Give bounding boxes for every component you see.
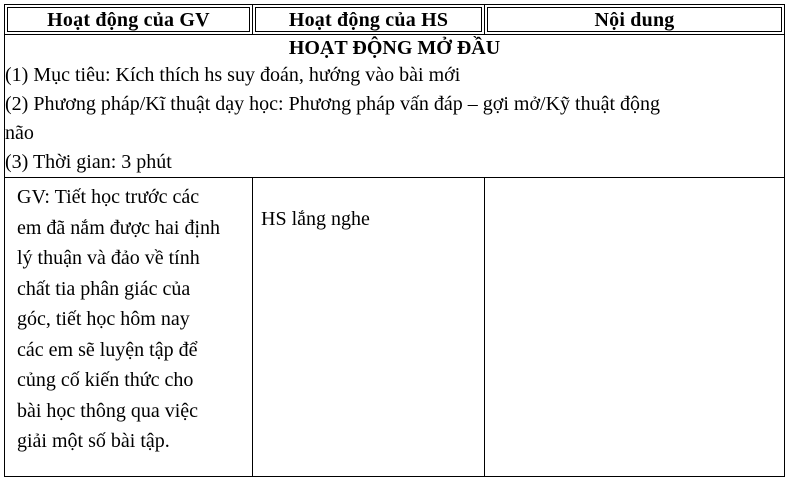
hs-text: HS lắng nghe: [261, 208, 370, 230]
header-teacher-activity: [5, 5, 253, 35]
student-activity-cell: [253, 178, 485, 477]
content-row: [5, 178, 785, 477]
gv-line: GV: Tiết học trước các: [17, 186, 200, 208]
gv-line: giải một số bài tập.: [17, 430, 170, 452]
header-row: [5, 5, 785, 35]
gv-line: góc, tiết học hôm nay: [17, 308, 190, 330]
gv-line: bài học thông qua việc: [17, 399, 199, 422]
header-content: [485, 5, 785, 35]
intro-row: [5, 35, 785, 178]
method-text-line2: não: [5, 122, 34, 144]
intro-cell: [5, 35, 785, 178]
header-student-label: Hoạt động của HS: [255, 7, 482, 32]
header-content-label: Nội dung: [487, 7, 782, 32]
time-text: (3) Thời gian: 3 phút: [5, 151, 172, 173]
gv-line: chất tia phân giác của: [17, 277, 191, 300]
gv-line: các em sẽ luyện tập để: [17, 338, 198, 361]
header-student-activity: [253, 5, 485, 35]
gv-line: củng cố kiến thức cho: [17, 369, 194, 391]
method-text-line1: (2) Phương pháp/Kĩ thuật dạy học: Phương pháp vấn đáp – gợi mở/Kỹ thuật động: [5, 93, 661, 115]
gv-line: em đã nắm được hai định: [17, 216, 221, 239]
objective-text: (1) Mục tiêu: Kích thích hs suy đoán, hướng vào bài mới: [5, 64, 461, 86]
header-teacher-label: Hoạt động của GV: [7, 7, 250, 32]
section-title: HOẠT ĐỘNG MỞ ĐẦU: [288, 37, 501, 59]
content-cell: [485, 178, 785, 477]
teacher-activity-cell: [5, 178, 253, 477]
lesson-plan-table: [4, 4, 785, 477]
gv-line: lý thuận và đảo về tính: [17, 247, 200, 269]
